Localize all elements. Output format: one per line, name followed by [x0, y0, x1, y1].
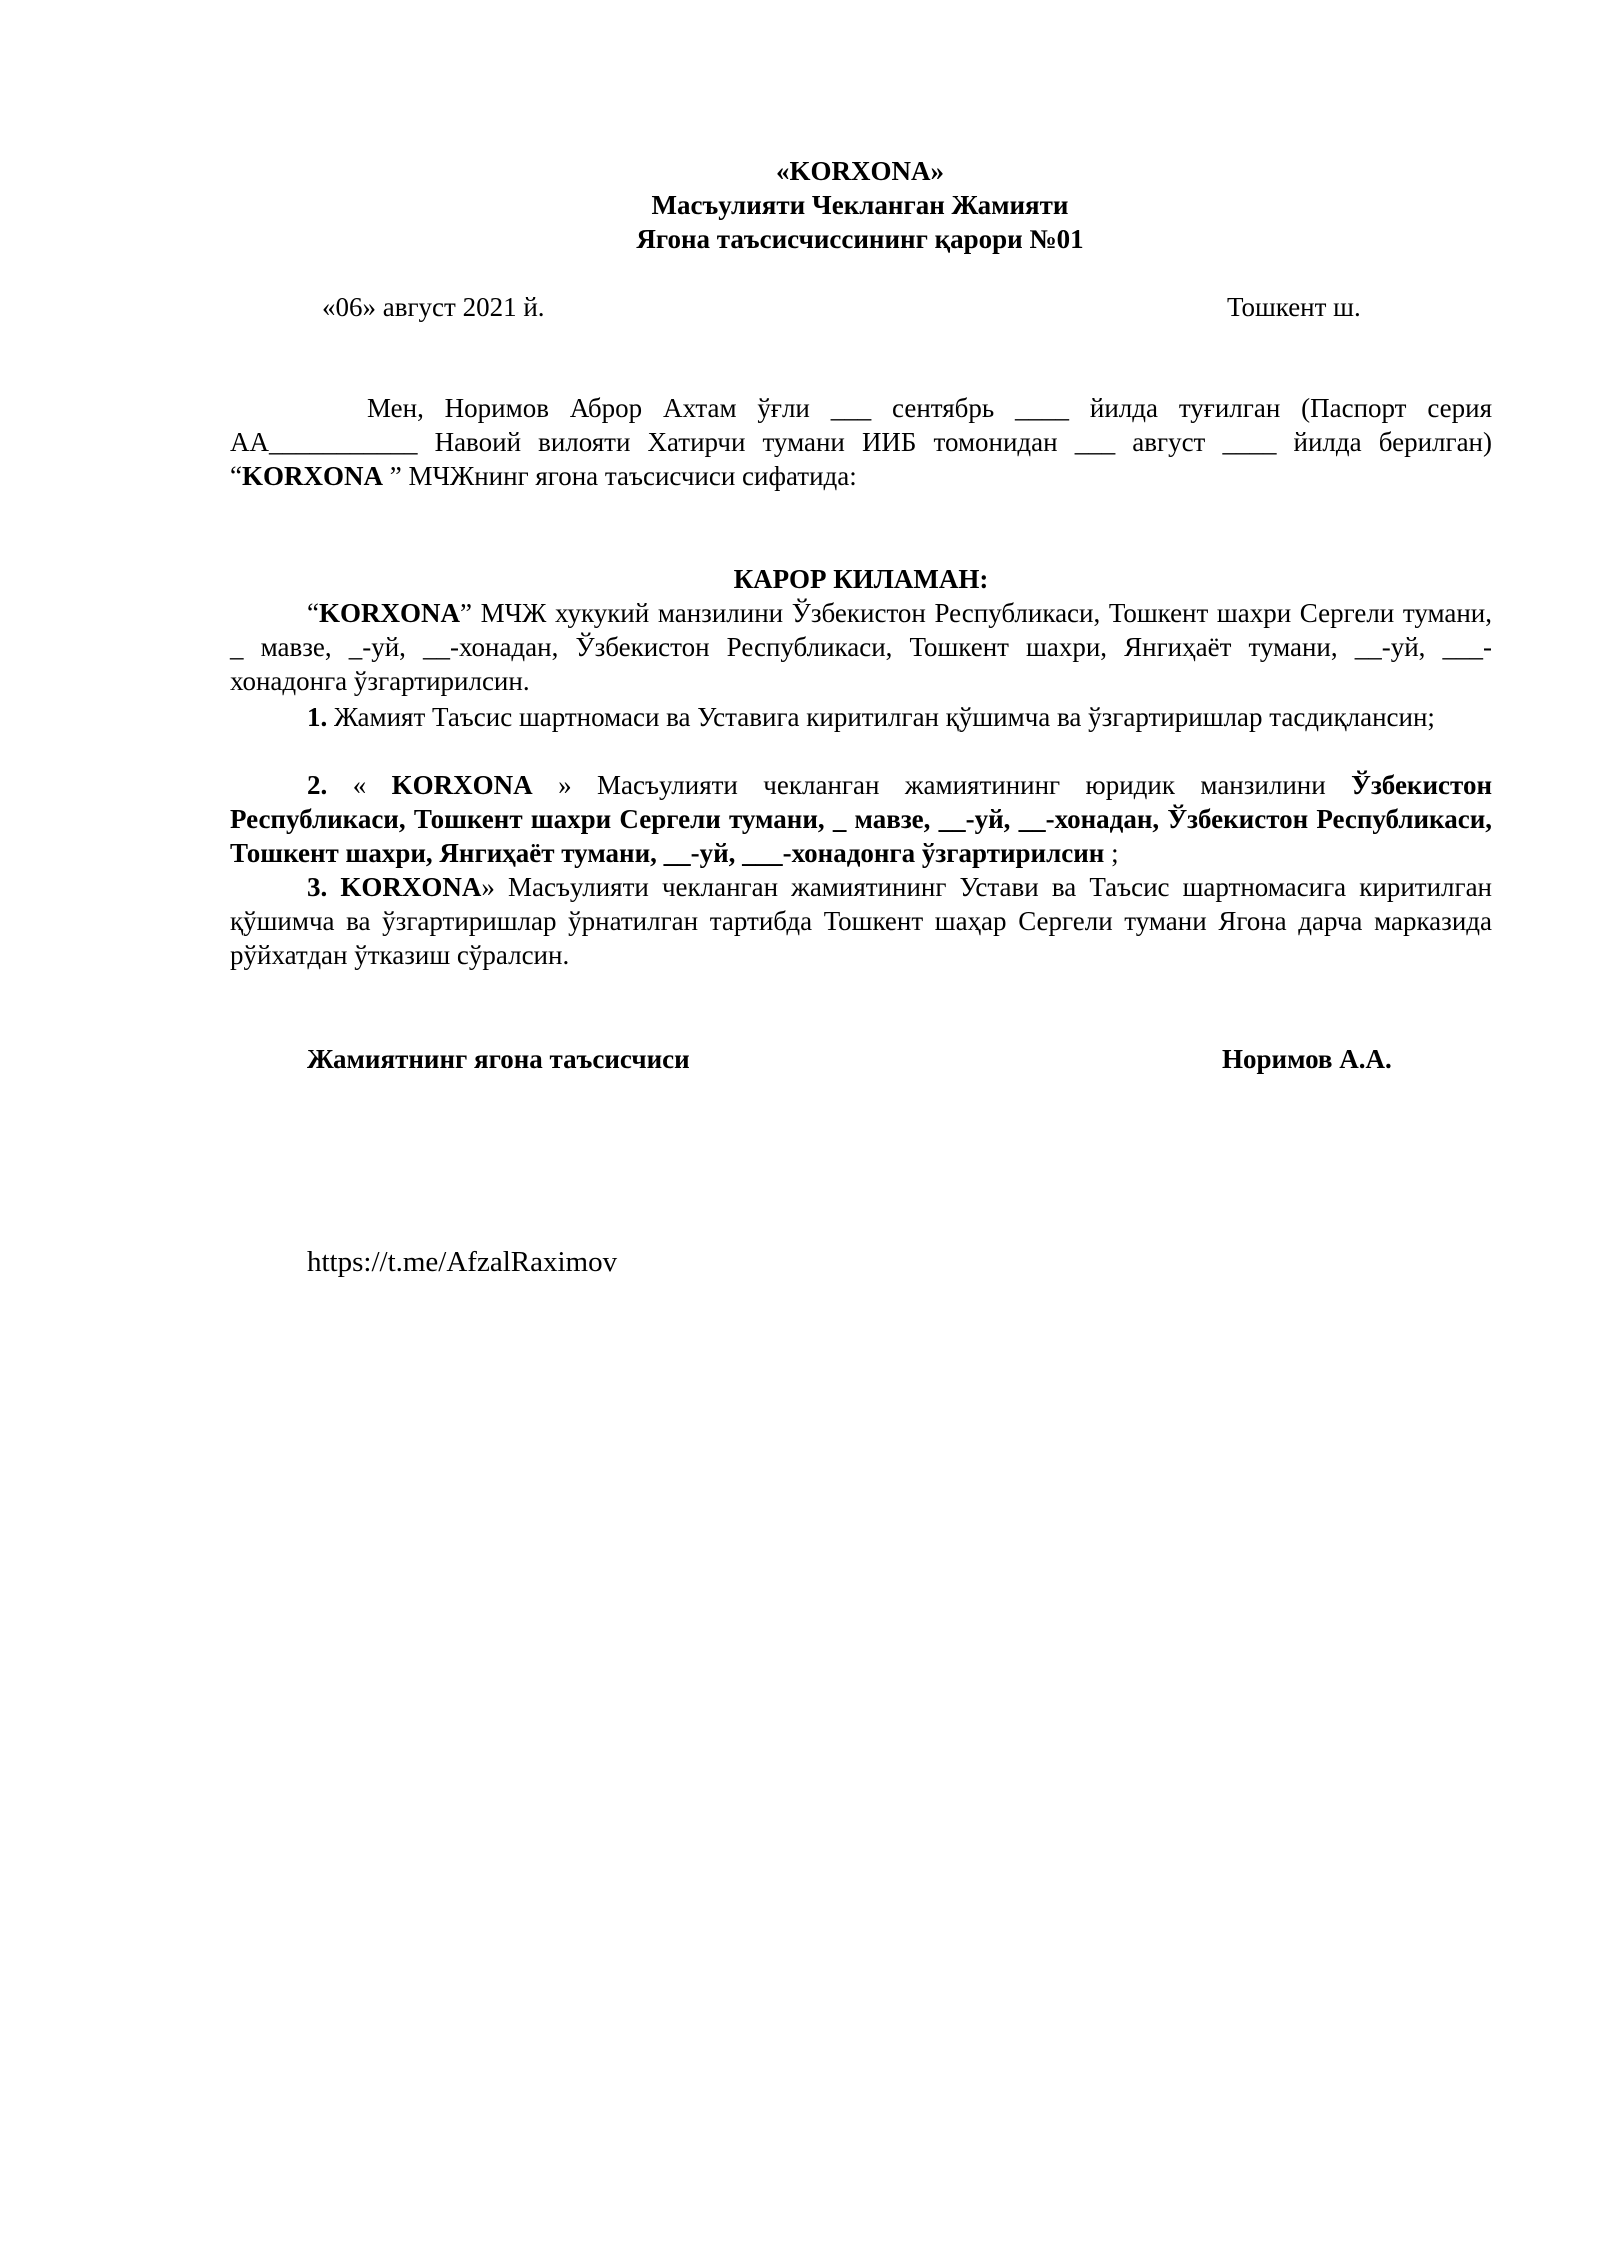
item-2-company: KORXONA: [391, 770, 533, 800]
decree-item-3: [230, 870, 1492, 972]
item-1-number: 1.: [307, 702, 328, 732]
item-2-number: 2.: [307, 770, 328, 800]
document-city: Тошкент ш.: [1227, 292, 1361, 322]
item-3-number: 3.: [307, 872, 328, 902]
document-header: [230, 154, 1490, 256]
intro-text-2: ” МЧЖнинг ягона таъсисчиси сифатида:: [382, 461, 857, 491]
decree-item-1: [230, 700, 1492, 734]
preamble-open-quote: “: [307, 598, 319, 628]
signature-name: Норимов А.А.: [1222, 1044, 1392, 1074]
company-name: «KORXONA»: [776, 156, 944, 186]
item-2-text-plain: » Масъулияти чекланган жамиятининг юридик манзилини: [532, 770, 1352, 800]
item-2-quote-open: «: [327, 770, 392, 800]
intro-company: KORXONA: [241, 461, 383, 491]
preamble-text: ” МЧЖ хукукий манзилини Ўзбекистон Республикаси, Тошкент шахри Сергели тумани, _ мавзе, _-уй, __-хонадан, Ўзбекистон Республикаси, Тошкент шахри, Янгиҳаёт тумани, __-уй, ___-хонадонга ўзгартирилсин.: [230, 598, 1492, 696]
signature-role: Жамиятнинг ягона таъсисчиси: [307, 1044, 690, 1074]
preamble-company: KORXONA: [318, 598, 460, 628]
decision-title: Ягона таъсисчиссининг қарори №01: [636, 224, 1084, 254]
intro-paragraph: [230, 391, 1492, 493]
document-date: «06» август 2021 й.: [322, 292, 545, 322]
item-3-text: » Масъулияти чекланган жамиятининг Устави ва Таъсис шартномасига киритилган қўшимча ва ўзгартиришлар ўрнатилган тартибда Тошкент шаҳар Сергели тумани Ягона дарча марказида рўйхатдан ўтказиш сўралсин.: [230, 872, 1493, 970]
item-2-text-end: ;: [1104, 838, 1119, 868]
item-3-company: KORXONA: [327, 872, 482, 902]
decree-preamble: [230, 596, 1492, 698]
company-type: Масъулияти Чекланган Жамияти: [651, 190, 1069, 220]
telegram-link[interactable]: https://t.me/AfzalRaximov: [307, 1246, 618, 1278]
intro-text-1: Мен, Норимов Аброр Ахтам ўғли ___ сентябрь ____ йилда туғилган (Паспорт серия АА___________ Навоий вилояти Хатирчи тумани ИИБ томонидан ___ август ____ йилда берилган) “: [230, 393, 1492, 491]
decree-title: КАРОР КИЛАМАН:: [733, 564, 989, 594]
item-2-text-bold: Ўзбекистон Республикаси, Тошкент шахри Сергели тумани, _ мавзе, __-уй, __-хонадан, Ўзбекистон Республикаси, Тошкент шахри, Янгиҳаёт тумани, __-уй, ___-хонадонга ўзгартирилсин: [230, 770, 1492, 868]
item-1-text: Жамият Таъсис шартномаси ва Уставига киритилган қўшимча ва ўзгартиришлар тасдиқлансин;: [327, 702, 1435, 732]
decree-item-2: [230, 768, 1492, 870]
